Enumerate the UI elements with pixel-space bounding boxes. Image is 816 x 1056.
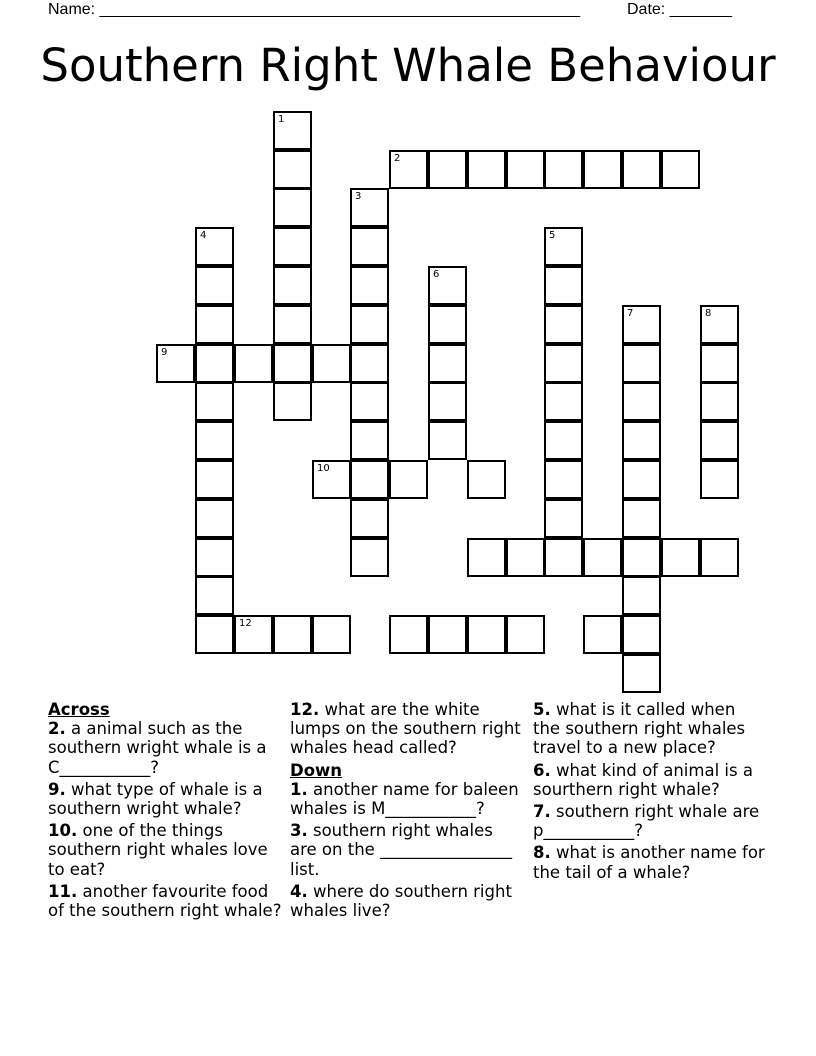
clue-across-2	[48, 719, 282, 777]
crossword-cell[interactable]	[428, 615, 467, 654]
clue-down-6	[533, 761, 767, 799]
clue-down-1	[290, 780, 524, 818]
crossword-cell[interactable]	[622, 615, 661, 654]
clue-number-label: 10	[317, 463, 330, 474]
crossword-cell[interactable]	[622, 344, 661, 383]
crossword-cell[interactable]	[622, 382, 661, 421]
down-heading: Down	[290, 760, 343, 780]
crossword-cell[interactable]	[700, 344, 739, 383]
crossword-cell[interactable]	[544, 421, 583, 460]
crossword-cell[interactable]	[350, 266, 389, 305]
crossword-cell[interactable]	[544, 460, 583, 499]
crossword-cell[interactable]	[622, 460, 661, 499]
crossword-cell[interactable]	[350, 305, 389, 344]
crossword-cell[interactable]	[195, 538, 234, 577]
crossword-cell[interactable]	[544, 499, 583, 538]
crossword-cell[interactable]	[544, 305, 583, 344]
crossword-cell[interactable]	[700, 382, 739, 421]
clue-number-label: 5	[549, 230, 556, 241]
crossword-cell[interactable]	[622, 305, 661, 344]
clue-text: what are the white lumps on the southern right whales head called?	[290, 700, 521, 758]
crossword-cell[interactable]	[661, 150, 700, 189]
crossword-cell[interactable]	[234, 615, 273, 654]
crossword-cell[interactable]	[544, 150, 583, 189]
crossword-cell[interactable]	[622, 576, 661, 615]
clue-across-12	[290, 700, 524, 758]
clue-text: southern right whale are p___________?	[533, 802, 760, 841]
crossword-cell[interactable]	[273, 111, 312, 150]
crossword-cell[interactable]	[389, 150, 428, 189]
crossword-cell[interactable]	[544, 266, 583, 305]
clue-number-label: 1	[278, 114, 285, 125]
clue-text: what type of whale is a southern wright whale?	[48, 779, 263, 819]
clue-number: 8.	[533, 843, 551, 863]
crossword-cell[interactable]	[350, 227, 389, 266]
crossword-cell[interactable]	[350, 421, 389, 460]
crossword-cell[interactable]	[273, 344, 312, 383]
crossword-cell[interactable]	[273, 266, 312, 305]
crossword-cell[interactable]	[195, 227, 234, 266]
crossword-cell[interactable]	[506, 538, 545, 577]
crossword-cell[interactable]	[195, 576, 234, 615]
crossword-cell[interactable]	[467, 615, 506, 654]
clue-number: 6.	[533, 760, 551, 780]
clues-column-2	[290, 700, 524, 923]
clue-across-11	[48, 882, 282, 920]
clue-number-label: 3	[355, 191, 362, 202]
page-title: Southern Right Whale Behaviour	[40, 39, 776, 92]
clue-number-label: 8	[705, 308, 712, 319]
clue-text: another name for baleen whales is M___________?	[290, 779, 519, 819]
crossword-cell[interactable]	[544, 382, 583, 421]
crossword-cell[interactable]	[544, 538, 583, 577]
date-field-label: Date: _______	[627, 1, 732, 18]
clue-down-4	[290, 882, 524, 920]
clue-number-label: 6	[433, 269, 440, 280]
clue-down-5	[533, 700, 767, 758]
crossword-cell[interactable]	[273, 615, 312, 654]
clue-text: one of the things southern right whales love to eat?	[48, 821, 268, 879]
clue-number-label: 2	[394, 153, 401, 164]
clues-column-3	[533, 700, 767, 885]
clue-number-label: 9	[161, 347, 168, 358]
clue-across-10	[48, 821, 282, 879]
crossword-cell[interactable]	[700, 538, 739, 577]
crossword-cell[interactable]	[273, 188, 312, 227]
crossword-cell[interactable]	[622, 654, 661, 693]
clue-number-label: 7	[627, 308, 634, 319]
clues-column-1	[48, 700, 282, 923]
crossword-cell[interactable]	[583, 615, 622, 654]
clue-down-8	[533, 843, 767, 881]
crossword-cell[interactable]	[156, 344, 195, 383]
crossword-cell[interactable]	[234, 344, 273, 383]
crossword-cell[interactable]	[467, 538, 506, 577]
crossword-cell[interactable]	[428, 150, 467, 189]
clue-number-label: 12	[239, 618, 252, 629]
crossword-cell[interactable]	[195, 460, 234, 499]
clue-number: 12.	[290, 700, 320, 719]
crossword-cell[interactable]	[428, 305, 467, 344]
crossword-cell[interactable]	[273, 150, 312, 189]
clue-text: what is another name for the tail of a whale?	[533, 843, 765, 882]
crossword-cell[interactable]	[389, 460, 428, 499]
crossword-cell[interactable]	[506, 615, 545, 654]
crossword-cell[interactable]	[428, 382, 467, 421]
crossword-cell[interactable]	[195, 266, 234, 305]
crossword-cell[interactable]	[583, 538, 622, 577]
clue-number: 9.	[48, 779, 66, 799]
crossword-cell[interactable]	[700, 305, 739, 344]
crossword-cell[interactable]	[350, 460, 389, 499]
crossword-cell[interactable]	[544, 344, 583, 383]
clue-text: what is it called when the southern right whales travel to a new place?	[533, 700, 746, 758]
crossword-cell[interactable]	[583, 150, 622, 189]
clue-number: 7.	[533, 802, 551, 822]
crossword-cell[interactable]	[506, 150, 545, 189]
clue-down-7	[533, 802, 767, 840]
crossword-cell[interactable]	[661, 538, 700, 577]
clue-text: where do southern right whales live?	[290, 881, 512, 921]
clue-number-label: 4	[200, 230, 207, 241]
crossword-cell[interactable]	[350, 499, 389, 538]
clue-number: 2.	[48, 719, 66, 739]
crossword-cell[interactable]	[350, 344, 389, 383]
crossword-cell[interactable]	[273, 227, 312, 266]
crossword-cell[interactable]	[350, 188, 389, 227]
crossword-cell[interactable]	[622, 150, 661, 189]
clue-text: another favourite food of the southern right whale?	[48, 881, 282, 921]
crossword-cell[interactable]	[428, 266, 467, 305]
across-heading: Across	[48, 700, 110, 719]
crossword-cell[interactable]	[195, 421, 234, 460]
crossword-cell[interactable]	[195, 305, 234, 344]
clue-text: southern right whales are on the ________________ list.	[290, 821, 513, 879]
crossword-cell[interactable]	[273, 305, 312, 344]
clue-number: 11.	[48, 881, 78, 901]
clue-number: 10.	[48, 821, 78, 841]
crossword-cell[interactable]	[389, 615, 428, 654]
crossword-cell[interactable]	[312, 460, 351, 499]
clue-number: 5.	[533, 700, 551, 719]
crossword-cell[interactable]	[428, 421, 467, 460]
crossword-cell[interactable]	[622, 421, 661, 460]
crossword-cell[interactable]	[622, 538, 661, 577]
clue-number: 4.	[290, 881, 308, 901]
crossword-cell[interactable]	[544, 227, 583, 266]
crossword-cell[interactable]	[195, 499, 234, 538]
name-field-label: Name: ______________________________________________________	[48, 1, 581, 18]
clue-number: 1.	[290, 779, 308, 799]
crossword-cell[interactable]	[195, 344, 234, 383]
crossword-cell[interactable]	[467, 150, 506, 189]
clue-number: 3.	[290, 821, 308, 841]
crossword-cell[interactable]	[700, 421, 739, 460]
clue-down-3	[290, 821, 524, 879]
crossword-cell[interactable]	[350, 382, 389, 421]
crossword-cell[interactable]	[195, 382, 234, 421]
crossword-cell[interactable]	[428, 344, 467, 383]
clue-across-9	[48, 780, 282, 818]
crossword-cell[interactable]	[195, 615, 234, 654]
crossword-cell[interactable]	[273, 382, 312, 421]
clue-text: a animal such as the southern wright whale is a C___________?	[48, 719, 267, 777]
crossword-cell[interactable]	[700, 460, 739, 499]
crossword-cell[interactable]	[622, 499, 661, 538]
crossword-cell[interactable]	[467, 460, 506, 499]
crossword-cell[interactable]	[312, 615, 351, 654]
clue-text: what kind of animal is a sourthern right whale?	[533, 760, 753, 799]
crossword-cell[interactable]	[312, 344, 351, 383]
crossword-cell[interactable]	[350, 538, 389, 577]
